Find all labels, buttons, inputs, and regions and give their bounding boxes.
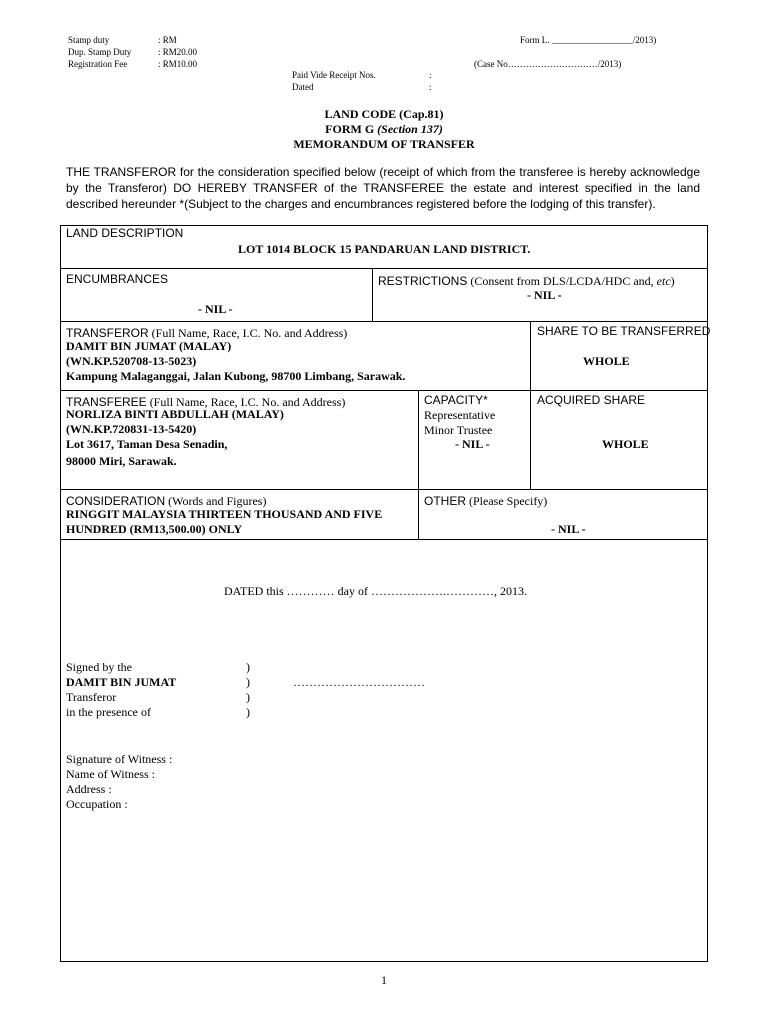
form-reference: Form L. __________________/2013) bbox=[520, 35, 657, 45]
bracket: ) bbox=[246, 705, 250, 719]
restrictions-value: - NIL - bbox=[527, 288, 562, 302]
receipt-dated-label: Dated bbox=[292, 82, 314, 92]
title-form-g-text: FORM G bbox=[325, 122, 378, 136]
land-description-value: LOT 1014 BLOCK 15 PANDARUAN LAND DISTRICT. bbox=[238, 242, 531, 256]
consideration-line1: RINGGIT MALAYSIA THIRTEEN THOUSAND AND FIVE bbox=[66, 507, 383, 521]
witness-name-label: Name of Witness : bbox=[66, 767, 155, 781]
divider bbox=[60, 321, 708, 322]
divider bbox=[418, 390, 419, 539]
other-label bbox=[424, 492, 547, 510]
page-number: 1 bbox=[381, 973, 387, 987]
divider bbox=[60, 489, 708, 490]
divider bbox=[60, 539, 708, 540]
witness-address-label: Address : bbox=[66, 782, 112, 796]
consideration-label-detail: (Words and Figures) bbox=[165, 494, 267, 508]
registration-fee-value: : RM10.00 bbox=[158, 59, 198, 69]
signer-role: Transferor bbox=[66, 690, 117, 704]
encumbrances-value: - NIL - bbox=[198, 302, 233, 316]
stamp-duty-label: Stamp duty bbox=[68, 35, 110, 45]
acquired-share-value: WHOLE bbox=[602, 437, 649, 451]
witness-signature-label: Signature of Witness : bbox=[66, 752, 173, 766]
registration-fee-label: Registration Fee bbox=[68, 59, 128, 69]
other-label-detail: (Please Specify) bbox=[466, 494, 548, 508]
witness-occupation-label: Occupation : bbox=[66, 797, 128, 811]
divider bbox=[372, 268, 373, 321]
title-form-g-section: (Section 137) bbox=[377, 122, 443, 136]
land-description-label: LAND DESCRIPTION bbox=[66, 226, 184, 240]
acquired-share-label: ACQUIRED SHARE bbox=[537, 393, 646, 407]
restrictions-label-close: ) bbox=[670, 274, 675, 288]
bracket: ) bbox=[246, 660, 250, 674]
title-memorandum: MEMORANDUM OF TRANSFER bbox=[293, 137, 475, 151]
presence-label: in the presence of bbox=[66, 705, 151, 719]
other-value: - NIL - bbox=[551, 522, 586, 536]
receipt-dated-value: : bbox=[429, 82, 432, 92]
divider bbox=[60, 268, 708, 269]
share-label: SHARE TO BE TRANSFERRED bbox=[537, 324, 711, 338]
restrictions-label-caps: RESTRICTIONS bbox=[378, 274, 468, 288]
dup-stamp-duty-label: Dup. Stamp Duty bbox=[68, 47, 132, 57]
dated-line: DATED this ………… day of ……………….…………, 2013. bbox=[224, 584, 527, 598]
transferor-name: DAMIT BIN JUMAT (MALAY) bbox=[66, 339, 232, 353]
bracket: ) bbox=[246, 690, 250, 704]
stamp-duty-value: : RM bbox=[158, 35, 177, 45]
paid-receipt-label: Paid Vide Receipt Nos. bbox=[292, 70, 376, 80]
capacity-option-minor-trustee: Minor Trustee bbox=[424, 423, 493, 437]
divider bbox=[530, 321, 531, 489]
title-land-code: LAND CODE (Cap.81) bbox=[324, 107, 444, 121]
transferee-ic: (WN.KP.720831-13-5420) bbox=[66, 422, 197, 436]
transferor-address: Kampung Malaganggai, Jalan Kubong, 98700 Limbang, Sarawak. bbox=[66, 369, 406, 383]
other-label-caps: OTHER bbox=[424, 494, 466, 508]
capacity-value: - NIL - bbox=[455, 437, 490, 451]
transferee-name: NORLIZA BINTI ABDULLAH (MALAY) bbox=[66, 407, 284, 421]
transferor-label-detail: (Full Name, Race, I.C. No. and Address) bbox=[148, 326, 348, 340]
divider bbox=[60, 390, 708, 391]
encumbrances-label: ENCUMBRANCES bbox=[66, 272, 169, 286]
signature-line: …………………………… bbox=[293, 675, 425, 689]
intro-paragraph: THE TRANSFEROR for the consideration specified below (receipt of which from the transferee is hereby acknowledge by the Transferor) DO HEREBY TRANSFER of the TRANSFEREE the estate and interest specified in the land described hereunder *(Subject to the charges and encumbrances registered before the lodging of this transfer). bbox=[66, 165, 700, 211]
paid-receipt-value: : bbox=[429, 70, 432, 80]
capacity-option-representative: Representative bbox=[424, 408, 496, 422]
signer-name: DAMIT BIN JUMAT bbox=[66, 675, 177, 689]
dup-stamp-duty-value: : RM20.00 bbox=[158, 47, 198, 57]
restrictions-label-etc: etc bbox=[656, 274, 671, 288]
capacity-label: CAPACITY* bbox=[424, 393, 488, 407]
transferee-address-line2: 98000 Miri, Sarawak. bbox=[66, 454, 177, 468]
transferee-label-detail: (Full Name, Race, I.C. No. and Address) bbox=[146, 395, 346, 409]
title-form-g bbox=[0, 122, 768, 137]
transferee-label-caps: TRANSFEREE bbox=[66, 395, 147, 409]
case-reference: (Case No…………………………/2013) bbox=[474, 59, 622, 69]
bracket: ) bbox=[246, 675, 250, 689]
consideration-label-caps: CONSIDERATION bbox=[66, 494, 166, 508]
transferor-label-caps: TRANSFEROR bbox=[66, 326, 149, 340]
transferor-ic: (WN.KP.520708-13-5023) bbox=[66, 354, 197, 368]
share-value: WHOLE bbox=[583, 354, 630, 368]
signed-by-label: Signed by the bbox=[66, 660, 132, 674]
consideration-line2: HUNDRED (RM13,500.00) ONLY bbox=[66, 522, 243, 536]
transferee-address-line1: Lot 3617, Taman Desa Senadin, bbox=[66, 437, 228, 451]
restrictions-label-detail: (Consent from DLS/LCDA/HDC and, bbox=[467, 274, 657, 288]
